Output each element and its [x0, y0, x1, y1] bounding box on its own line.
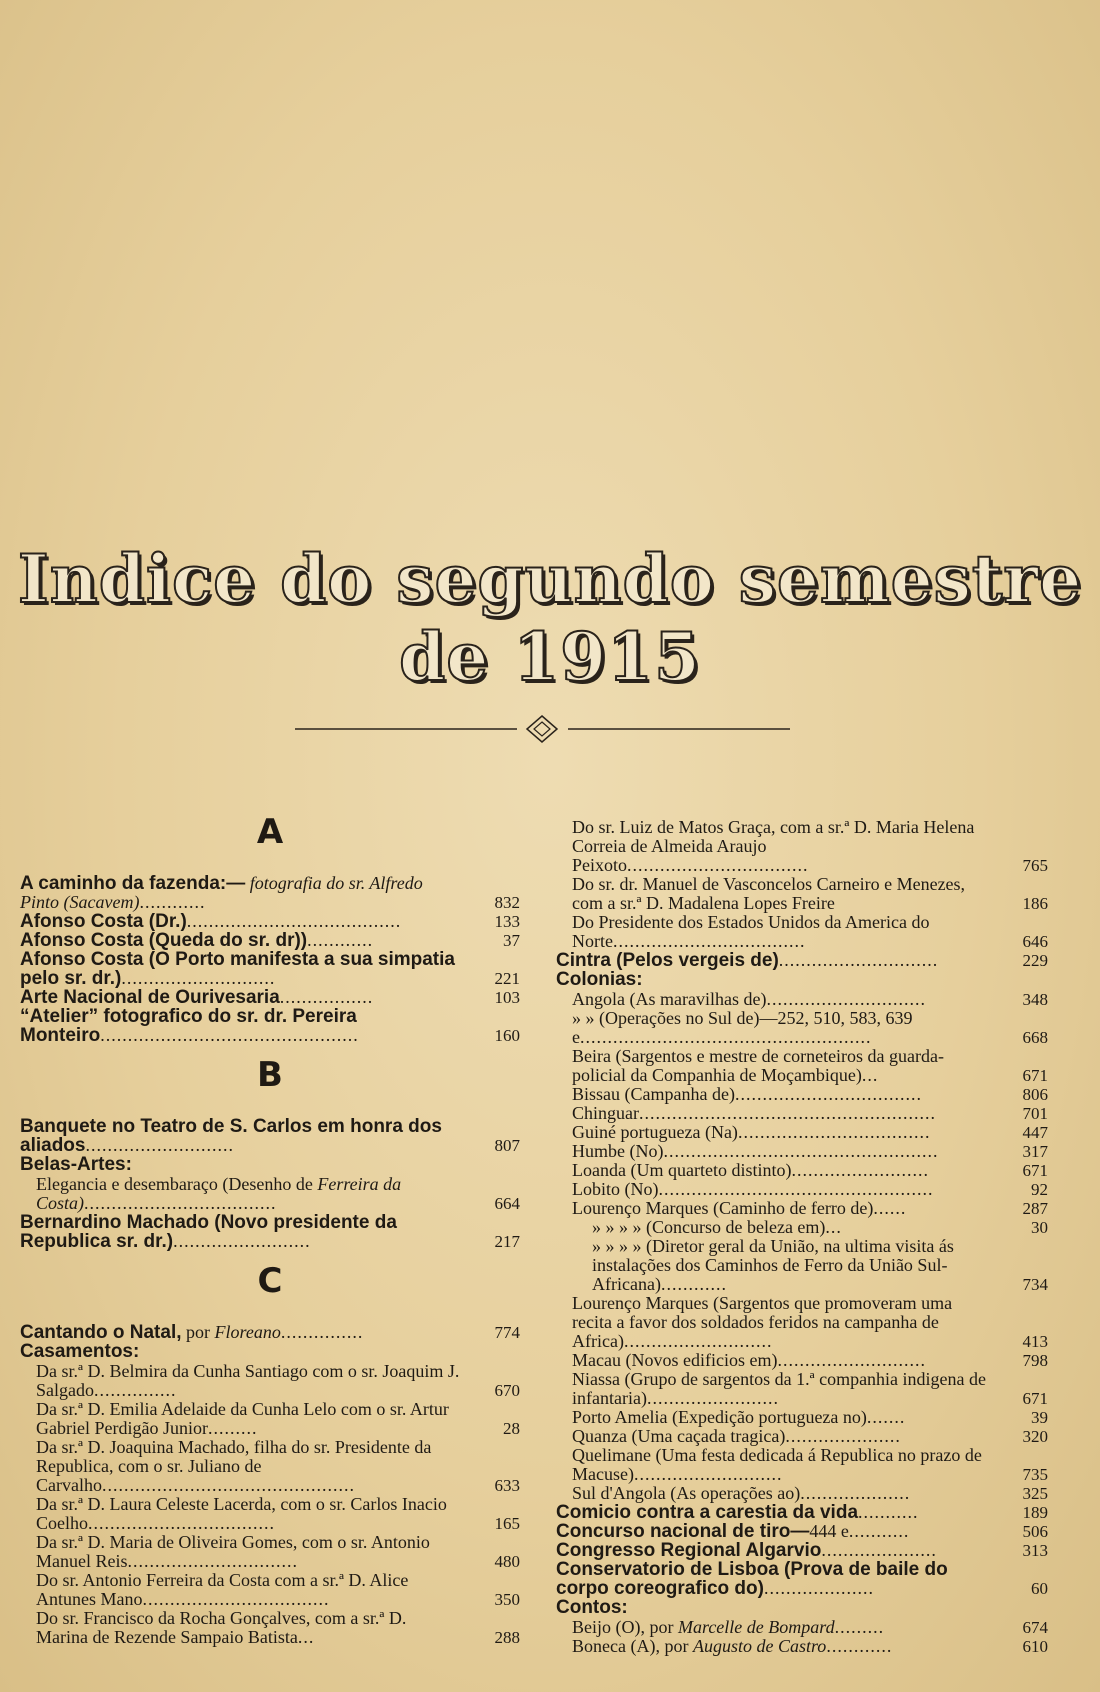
section-letter-b: B — [257, 1055, 283, 1095]
page-number: 37 — [503, 931, 520, 950]
index-entry: Quelimane (Uma festa dedicada á Republica no prazo de Macuse)........................... 735 — [572, 1445, 1048, 1484]
index-entry: Do sr. dr. Manuel de Vasconcelos Carneiro e Menezes, com a sr.ª D. Madalena Lopes Freire 186 — [572, 874, 1048, 913]
page-number: 133 — [494, 912, 520, 931]
index-entry: Afonso Costa (Queda do sr. dr))............ 37 — [20, 930, 520, 951]
index-entry: Niassa (Grupo de sargentos da 1.ª companhia indigena de infantaria)........................ 671 — [572, 1369, 1048, 1408]
index-entry: Lobito (No).................................................. 92 — [572, 1179, 1048, 1199]
index-entry: Quanza (Uma caçada tragica)..................... 320 — [572, 1426, 1048, 1446]
index-heading: Casamentos: — [20, 1341, 140, 1362]
page-title: Indice do segundo semestre de 1915 — [17, 540, 1083, 696]
page-number: 229 — [1022, 951, 1048, 970]
index-entry: Cintra (Pelos vergeis de)............................. 229 — [556, 950, 1048, 971]
index-entry: Bissau (Campanha de).................................. 806 — [572, 1084, 1048, 1104]
index-entry: Chinguar...................................................... 701 — [572, 1103, 1048, 1123]
index-entry: “Atelier” fotografico do sr. dr. Pereira Monteiro............................................... 160 — [20, 1006, 520, 1046]
index-entry: Boneca (A), por Augusto de Castro............ 610 — [572, 1636, 1048, 1656]
page-number: 670 — [494, 1381, 520, 1400]
page-number: 765 — [1022, 856, 1048, 875]
index-entry: Da sr.ª D. Emilia Adelaide da Cunha Lelo com o sr. Artur Gabriel Perdigão Junior......... 28 — [36, 1399, 520, 1438]
index-heading: Colonias: — [556, 969, 643, 990]
index-entry: Cantando o Natal, por Floreano............... 774 — [20, 1322, 520, 1343]
index-entry: Da sr.ª D. Belmira da Cunha Santiago com o sr. Joaquim J. Salgado............... 670 — [36, 1361, 520, 1400]
page-number: 221 — [494, 969, 520, 988]
page-number: 325 — [1022, 1484, 1048, 1503]
page-number: 671 — [1022, 1161, 1048, 1180]
page-number: 350 — [494, 1590, 520, 1609]
page-number: 633 — [494, 1476, 520, 1495]
index-entry: Da sr.ª D. Maria de Oliveira Gomes, com o sr. Antonio Manuel Reis............................... 480 — [36, 1532, 520, 1571]
page-number: 664 — [494, 1194, 520, 1213]
index-entry: Do sr. Francisco da Rocha Gonçalves, com a sr.ª D. Marina de Rezende Sampaio Batista... 288 — [36, 1608, 520, 1647]
index-entry: Da sr.ª D. Joaquina Machado, filha do sr. Presidente da Republica, com o sr. Juliano de Carvalho.............................................. 633 — [36, 1437, 520, 1495]
index-entry: Afonso Costa (O Porto manifesta a sua simpatia pelo sr. dr.)............................ 221 — [20, 949, 520, 989]
index-entry: Angola (As maravilhas de)............................. 348 — [572, 989, 1048, 1009]
index-entry: Porto Amelia (Expedição portugueza no)....... 39 — [572, 1407, 1048, 1427]
page-number: 774 — [494, 1323, 520, 1342]
page-number: 674 — [1022, 1618, 1048, 1637]
index-entry: Elegancia e desembaraço (Desenho de Ferreira da Costa)................................... 664 — [36, 1174, 520, 1213]
index-column-left — [20, 808, 520, 1647]
index-entry: Lourenço Marques (Caminho de ferro de)...... 287 — [572, 1198, 1048, 1218]
page-number: 313 — [1022, 1541, 1048, 1560]
index-entry: Humbe (No).................................................. 317 — [572, 1141, 1048, 1161]
index-entry: Loanda (Um quarteto distinto)......................... 671 — [572, 1160, 1048, 1180]
index-entry: Congresso Regional Algarvio..................... 313 — [556, 1540, 1048, 1561]
ornament-divider — [295, 714, 790, 744]
page-number: 735 — [1022, 1465, 1048, 1484]
index-entry: Lourenço Marques (Sargentos que promoveram uma recita a favor dos soldados feridos na campanha de Africa)........................... 413 — [572, 1293, 1048, 1351]
index-entry: Do Presidente dos Estados Unidos da America do Norte................................... 646 — [572, 912, 1048, 951]
index-entry: Conservatorio de Lisboa (Prova de baile do corpo coreografico do).................... 60 — [556, 1559, 1048, 1599]
index-entry: Da sr.ª D. Laura Celeste Lacerda, com o sr. Carlos Inacio Coelho.................................. 165 — [36, 1494, 520, 1533]
page-number: 288 — [494, 1628, 520, 1647]
index-entry: Sul d'Angola (As operações ao).................... 325 — [572, 1483, 1048, 1503]
page-number: 287 — [1022, 1199, 1048, 1218]
page-number: 189 — [1022, 1503, 1048, 1522]
page-number: 610 — [1022, 1637, 1048, 1656]
page-number: 28 — [503, 1419, 520, 1438]
index-heading: Belas-Artes: — [20, 1154, 132, 1175]
page-number: 447 — [1022, 1123, 1048, 1142]
index-entry: Do sr. Antonio Ferreira da Costa com a sr.ª D. Alice Antunes Mano.................................. 350 — [36, 1570, 520, 1609]
page-number: 217 — [494, 1232, 520, 1251]
section-letter-c: C — [257, 1261, 283, 1301]
page-number: 668 — [1022, 1028, 1048, 1047]
page-number: 806 — [1022, 1085, 1048, 1104]
index-entry: Do sr. Luiz de Matos Graça, com a sr.ª D. Maria Helena Correia de Almeida Araujo Peixoto................................. 765 — [572, 817, 1048, 875]
index-entry: A caminho da fazenda:— fotografia do sr. Alfredo Pinto (Sacavem)............ 832 — [20, 873, 520, 912]
page-number: 103 — [494, 988, 520, 1007]
page-number: 60 — [1031, 1579, 1048, 1598]
page-number: 480 — [494, 1552, 520, 1571]
page-number: 506 — [1022, 1522, 1048, 1541]
page-number: 39 — [1031, 1408, 1048, 1427]
index-entry: Arte Nacional de Ourivesaria................. 103 — [20, 987, 520, 1008]
page-number: 160 — [494, 1026, 520, 1045]
index-entry: Macau (Novos edificios em)........................... 798 — [572, 1350, 1048, 1370]
index-entry: » » » » (Concurso de beleza em)... 30 — [592, 1217, 1048, 1237]
index-column-right — [556, 818, 1048, 1656]
page-number: 165 — [494, 1514, 520, 1533]
page-number: 92 — [1031, 1180, 1048, 1199]
index-entry: Afonso Costa (Dr.)....................................... 133 — [20, 911, 520, 932]
page-number: 413 — [1022, 1332, 1048, 1351]
index-entry: Beijo (O), por Marcelle de Bompard......... 674 — [572, 1617, 1048, 1637]
page-number: 186 — [1022, 894, 1048, 913]
page-number: 734 — [1022, 1275, 1048, 1294]
index-entry: Banquete no Teatro de S. Carlos em honra dos aliados........................... 807 — [20, 1116, 520, 1156]
index-entry: Bernardino Machado (Novo presidente da Republica sr. dr.)......................... 217 — [20, 1212, 520, 1252]
page-number: 317 — [1022, 1142, 1048, 1161]
page-number: 701 — [1022, 1104, 1048, 1123]
page-number: 807 — [494, 1136, 520, 1155]
page-number: 646 — [1022, 932, 1048, 951]
section-letter-a: A — [256, 812, 284, 852]
index-entry: » » » » (Diretor geral da União, na ultima visita ás instalações dos Caminhos de Ferro da União Sul-Africana)............ 734 — [592, 1236, 1048, 1294]
page-number: 798 — [1022, 1351, 1048, 1370]
index-entry: » » (Operações no Sul de)—252, 510, 583, 639 e..................................................... 668 — [572, 1008, 1048, 1047]
index-entry: Concurso nacional de tiro—444 e........... 506 — [556, 1521, 1048, 1542]
page-number: 30 — [1031, 1218, 1048, 1237]
page-number: 832 — [494, 893, 520, 912]
index-heading: Contos: — [556, 1597, 628, 1618]
index-entry: Beira (Sargentos e mestre de corneteiros da guarda-policial da Companhia de Moçambique)... 671 — [572, 1046, 1048, 1085]
index-entry: Comicio contra a carestia da vida........... 189 — [556, 1502, 1048, 1523]
page-number: 320 — [1022, 1427, 1048, 1446]
index-entry: Guiné portugueza (Na)................................... 447 — [572, 1122, 1048, 1142]
page-number: 348 — [1022, 990, 1048, 1009]
page-number: 671 — [1022, 1066, 1048, 1085]
page-number: 671 — [1022, 1389, 1048, 1408]
